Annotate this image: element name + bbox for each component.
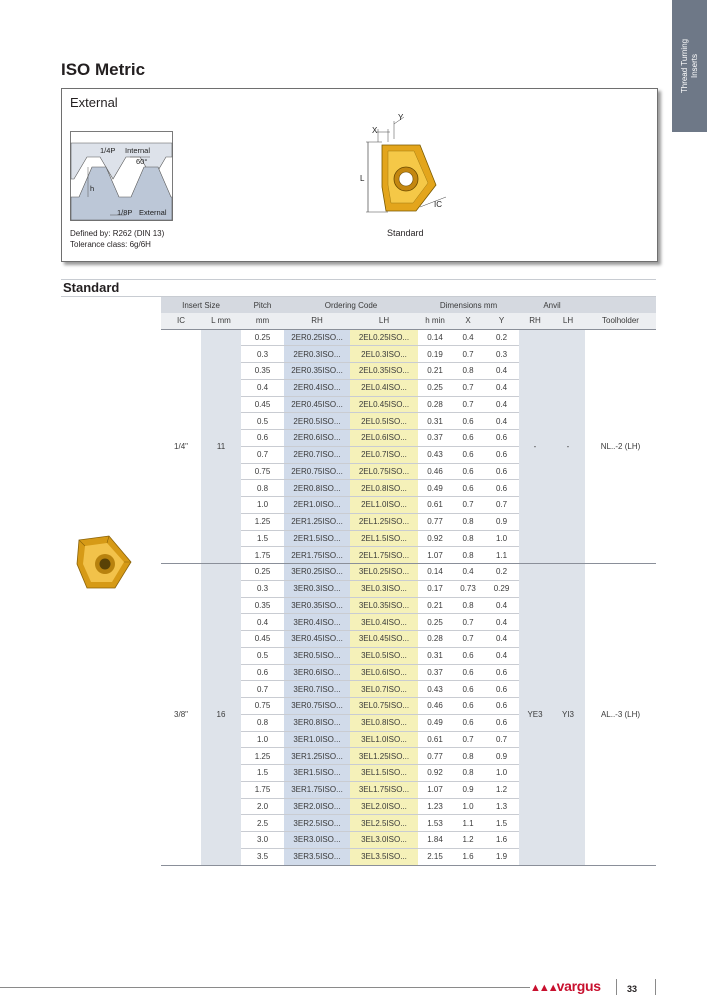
x-cell: 0.8 — [452, 530, 484, 547]
lh-code-cell: 3EL1.0ISO... — [350, 731, 418, 748]
y-cell: 0.6 — [484, 681, 519, 698]
y-cell: 1.0 — [484, 530, 519, 547]
h-cell: 0.31 — [418, 413, 452, 430]
rh-code-cell: 2ER0.75ISO... — [284, 463, 350, 480]
pitch-cell: 2.5 — [241, 815, 284, 832]
x-cell: 0.7 — [452, 631, 484, 648]
pitch-cell: 0.75 — [241, 463, 284, 480]
pitch-cell: 1.5 — [241, 765, 284, 782]
h-cell: 2.15 — [418, 848, 452, 865]
col-y: Y — [484, 313, 519, 329]
lh-code-cell: 2EL0.5ISO... — [350, 413, 418, 430]
lh-code-cell: 3EL0.8ISO... — [350, 714, 418, 731]
pitch-cell: 0.25 — [241, 329, 284, 346]
lh-code-cell: 2EL0.35ISO... — [350, 363, 418, 380]
y-cell: 1.5 — [484, 815, 519, 832]
rh-code-cell: 2ER0.3ISO... — [284, 346, 350, 363]
group-header-row — [161, 297, 656, 313]
y-cell: 0.6 — [484, 714, 519, 731]
lh-code-cell: 3EL2.0ISO... — [350, 798, 418, 815]
pitch-cell: 0.7 — [241, 681, 284, 698]
footer-separator-right — [655, 979, 656, 995]
y-cell: 0.29 — [484, 580, 519, 597]
h-cell: 0.28 — [418, 396, 452, 413]
pitch-cell: 3.5 — [241, 848, 284, 865]
lh-code-cell: 3EL0.5ISO... — [350, 647, 418, 664]
pitch-cell: 0.5 — [241, 413, 284, 430]
rh-code-cell: 2ER0.35ISO... — [284, 363, 350, 380]
h-cell: 1.23 — [418, 798, 452, 815]
insert-dimension-diagram — [358, 107, 478, 222]
x-cell: 0.6 — [452, 681, 484, 698]
rh-code-cell: 2ER0.7ISO... — [284, 446, 350, 463]
rh-code-cell: 2ER1.25ISO... — [284, 513, 350, 530]
rh-code-cell: 2ER1.5ISO... — [284, 530, 350, 547]
h-cell: 0.28 — [418, 631, 452, 648]
rh-code-cell: 3ER0.8ISO... — [284, 714, 350, 731]
x-cell: 0.7 — [452, 497, 484, 514]
y-cell: 0.4 — [484, 396, 519, 413]
x-cell: 0.7 — [452, 731, 484, 748]
thread-profile-diagram — [70, 131, 173, 221]
h-cell: 0.43 — [418, 446, 452, 463]
y-cell: 1.6 — [484, 832, 519, 849]
lh-code-cell: 3EL0.35ISO... — [350, 597, 418, 614]
lh-code-cell: 3EL0.45ISO... — [350, 631, 418, 648]
anvil-rh-cell: - — [519, 329, 551, 564]
x-cell: 0.6 — [452, 664, 484, 681]
pitch-cell: 1.25 — [241, 513, 284, 530]
lh-code-cell: 2EL1.0ISO... — [350, 497, 418, 514]
x-cell: 0.73 — [452, 580, 484, 597]
pitch-cell: 0.4 — [241, 379, 284, 396]
l-dim-label: L — [360, 174, 365, 183]
lh-code-cell: 2EL0.8ISO... — [350, 480, 418, 497]
y-cell: 0.9 — [484, 513, 519, 530]
l-cell: 11 — [201, 329, 241, 564]
x-cell: 0.8 — [452, 748, 484, 765]
y-dim-label: Y — [398, 113, 404, 122]
h-cell: 1.07 — [418, 781, 452, 798]
y-cell: 1.9 — [484, 848, 519, 865]
h-cell: 0.14 — [418, 329, 452, 346]
rh-code-cell: 3ER1.0ISO... — [284, 731, 350, 748]
col-h-prefix: h — [425, 316, 430, 326]
y-cell: 0.9 — [484, 748, 519, 765]
lh-code-cell: 2EL0.75ISO... — [350, 463, 418, 480]
col-x: X — [452, 313, 484, 329]
toolholder-group-header — [585, 297, 656, 313]
toolholder-cell: NL..-2 (LH) — [585, 329, 656, 564]
rh-code-cell: 2ER0.8ISO... — [284, 480, 350, 497]
x-cell: 0.6 — [452, 430, 484, 447]
x-cell: 0.4 — [452, 564, 484, 581]
x-cell: 0.8 — [452, 765, 484, 782]
pitch-cell: 0.75 — [241, 698, 284, 715]
pitch-header: Pitch — [241, 297, 284, 313]
section-title: Standard — [63, 280, 120, 295]
x-cell: 1.2 — [452, 832, 484, 849]
defined-by: Defined by: R262 (DIN 13) — [70, 229, 165, 238]
lh-code-cell: 3EL2.5ISO... — [350, 815, 418, 832]
x-cell: 0.6 — [452, 463, 484, 480]
y-cell: 0.4 — [484, 413, 519, 430]
lh-code-cell: 2EL0.6ISO... — [350, 430, 418, 447]
angle-label: 60° — [136, 157, 148, 166]
x-cell: 0.4 — [452, 329, 484, 346]
lh-code-cell: 2EL0.3ISO... — [350, 346, 418, 363]
footer-separator — [616, 979, 617, 995]
pitch-cell: 0.6 — [241, 430, 284, 447]
rh-code-cell: 3ER1.75ISO... — [284, 781, 350, 798]
external-title: External — [70, 95, 118, 110]
x-cell: 0.6 — [452, 413, 484, 430]
h-cell: 0.17 — [418, 580, 452, 597]
dimensions-header: Dimensions mm — [418, 297, 519, 313]
ic-dim-label: IC — [434, 200, 442, 209]
page-number: 33 — [627, 984, 638, 994]
col-l: L mm — [201, 313, 241, 329]
column-header-row — [161, 313, 656, 329]
y-cell: 0.6 — [484, 480, 519, 497]
tolerance-class: Tolerance class: 6g/6H — [70, 240, 151, 249]
h-cell: 1.53 — [418, 815, 452, 832]
x-cell: 1.0 — [452, 798, 484, 815]
rh-code-cell: 2ER1.0ISO... — [284, 497, 350, 514]
x-cell: 1.6 — [452, 848, 484, 865]
col-anvil-lh: LH — [551, 313, 585, 329]
table-row — [161, 564, 656, 581]
y-cell: 0.4 — [484, 363, 519, 380]
x-cell: 0.8 — [452, 513, 484, 530]
definition-text — [70, 228, 164, 250]
rh-code-cell: 3ER0.6ISO... — [284, 664, 350, 681]
insert-photo — [75, 532, 133, 592]
y-cell: 0.4 — [484, 614, 519, 631]
y-cell: 0.4 — [484, 647, 519, 664]
h-label: h — [90, 184, 95, 193]
y-cell: 1.2 — [484, 781, 519, 798]
x-cell: 0.6 — [452, 446, 484, 463]
lh-code-cell: 2EL0.7ISO... — [350, 446, 418, 463]
side-tab — [672, 0, 707, 132]
y-cell: 0.7 — [484, 497, 519, 514]
h-cell: 0.46 — [418, 698, 452, 715]
table-row — [161, 329, 656, 346]
rh-code-cell: 3ER0.45ISO... — [284, 631, 350, 648]
col-lh: LH — [350, 313, 418, 329]
y-cell: 1.0 — [484, 765, 519, 782]
pitch-cell: 0.8 — [241, 714, 284, 731]
h-cell: 0.61 — [418, 731, 452, 748]
quarter-p-label: 1/4P — [100, 146, 116, 155]
y-cell: 0.2 — [484, 329, 519, 346]
pitch-cell: 0.35 — [241, 597, 284, 614]
rh-code-cell: 3ER3.5ISO... — [284, 848, 350, 865]
pitch-cell: 1.25 — [241, 748, 284, 765]
h-cell: 0.49 — [418, 714, 452, 731]
lh-code-cell: 3EL3.5ISO... — [350, 848, 418, 865]
lh-code-cell: 3EL0.25ISO... — [350, 564, 418, 581]
x-cell: 0.8 — [452, 547, 484, 564]
table-body — [161, 329, 656, 865]
pitch-cell: 1.0 — [241, 731, 284, 748]
pitch-cell: 1.0 — [241, 497, 284, 514]
h-cell: 0.25 — [418, 379, 452, 396]
pitch-cell: 0.35 — [241, 363, 284, 380]
pitch-cell: 0.25 — [241, 564, 284, 581]
y-cell: 0.2 — [484, 564, 519, 581]
rh-code-cell: 3ER1.25ISO... — [284, 748, 350, 765]
rh-code-cell: 3ER2.5ISO... — [284, 815, 350, 832]
h-cell: 0.61 — [418, 497, 452, 514]
h-cell: 0.77 — [418, 513, 452, 530]
lh-code-cell: 2EL1.75ISO... — [350, 547, 418, 564]
rh-code-cell: 3ER0.7ISO... — [284, 681, 350, 698]
lh-code-cell: 2EL0.25ISO... — [350, 329, 418, 346]
lh-code-cell: 3EL1.25ISO... — [350, 748, 418, 765]
h-cell: 0.43 — [418, 681, 452, 698]
rh-code-cell: 3ER0.3ISO... — [284, 580, 350, 597]
h-cell: 0.19 — [418, 346, 452, 363]
lh-code-cell: 2EL1.5ISO... — [350, 530, 418, 547]
h-cell: 0.31 — [418, 647, 452, 664]
pitch-cell: 0.6 — [241, 664, 284, 681]
y-cell: 0.6 — [484, 463, 519, 480]
insert-caption: Standard — [387, 228, 424, 238]
x-cell: 0.6 — [452, 480, 484, 497]
anvil-rh-cell: YE3 — [519, 564, 551, 866]
h-cell: 0.49 — [418, 480, 452, 497]
y-cell: 0.7 — [484, 731, 519, 748]
footer-line — [0, 987, 530, 988]
y-cell: 0.3 — [484, 346, 519, 363]
rh-code-cell: 2ER0.45ISO... — [284, 396, 350, 413]
h-cell: 1.84 — [418, 832, 452, 849]
rh-code-cell: 3ER3.0ISO... — [284, 832, 350, 849]
logo-mark-icon: ▲▲▲ — [530, 982, 557, 994]
ic-cell: 1/4" — [161, 329, 201, 564]
h-cell: 0.14 — [418, 564, 452, 581]
pitch-cell: 0.5 — [241, 647, 284, 664]
h-cell: 0.77 — [418, 748, 452, 765]
rh-code-cell: 3ER1.5ISO... — [284, 765, 350, 782]
x-cell: 0.9 — [452, 781, 484, 798]
rh-code-cell: 3ER0.5ISO... — [284, 647, 350, 664]
lh-code-cell: 2EL0.4ISO... — [350, 379, 418, 396]
rh-code-cell: 2ER1.75ISO... — [284, 547, 350, 564]
section-header — [61, 279, 656, 297]
col-toolholder: Toolholder — [585, 313, 656, 329]
x-cell: 0.7 — [452, 614, 484, 631]
pitch-cell: 0.8 — [241, 480, 284, 497]
lh-code-cell: 3EL3.0ISO... — [350, 832, 418, 849]
rh-code-cell: 2ER0.25ISO... — [284, 329, 350, 346]
x-dim-label: X — [372, 126, 378, 135]
rh-code-cell: 3ER0.25ISO... — [284, 564, 350, 581]
toolholder-cell: AL..-3 (LH) — [585, 564, 656, 866]
rh-code-cell: 3ER0.4ISO... — [284, 614, 350, 631]
rh-code-cell: 3ER0.35ISO... — [284, 597, 350, 614]
pitch-cell: 0.3 — [241, 346, 284, 363]
x-cell: 0.6 — [452, 714, 484, 731]
lh-code-cell: 3EL0.75ISO... — [350, 698, 418, 715]
pitch-cell: 2.0 — [241, 798, 284, 815]
vargus-logo: ▲▲▲vargus — [530, 978, 601, 994]
page-title: ISO Metric — [61, 60, 146, 79]
pitch-cell: 1.5 — [241, 530, 284, 547]
lh-code-cell: 3EL0.4ISO... — [350, 614, 418, 631]
col-pitch: mm — [241, 313, 284, 329]
pitch-cell: 0.45 — [241, 396, 284, 413]
lh-code-cell: 2EL1.25ISO... — [350, 513, 418, 530]
h-cell: 1.07 — [418, 547, 452, 564]
col-rh: RH — [284, 313, 350, 329]
pitch-cell: 3.0 — [241, 832, 284, 849]
insert-size-header: Insert Size — [161, 297, 241, 313]
y-cell: 0.4 — [484, 379, 519, 396]
side-tab-label: Thread Turning Inserts — [679, 38, 699, 94]
y-cell: 0.4 — [484, 631, 519, 648]
pitch-cell: 1.75 — [241, 781, 284, 798]
h-cell: 0.37 — [418, 664, 452, 681]
internal-label: Internal — [125, 146, 151, 155]
pitch-cell: 0.7 — [241, 446, 284, 463]
x-cell: 0.6 — [452, 647, 484, 664]
h-cell: 0.92 — [418, 765, 452, 782]
rh-code-cell: 2ER0.4ISO... — [284, 379, 350, 396]
lh-code-cell: 3EL0.6ISO... — [350, 664, 418, 681]
lh-code-cell: 2EL0.45ISO... — [350, 396, 418, 413]
l-cell: 16 — [201, 564, 241, 866]
y-cell: 0.6 — [484, 446, 519, 463]
rh-code-cell: 3ER2.0ISO... — [284, 798, 350, 815]
external-label: External — [139, 208, 167, 217]
col-ic: IC — [161, 313, 201, 329]
anvil-header: Anvil — [519, 297, 585, 313]
x-cell: 0.6 — [452, 698, 484, 715]
x-cell: 0.8 — [452, 597, 484, 614]
lh-code-cell: 3EL1.75ISO... — [350, 781, 418, 798]
anvil-lh-cell: - — [551, 329, 585, 564]
rh-code-cell: 2ER0.6ISO... — [284, 430, 350, 447]
anvil-lh-cell: YI3 — [551, 564, 585, 866]
y-cell: 0.6 — [484, 698, 519, 715]
x-cell: 0.7 — [452, 346, 484, 363]
y-cell: 0.6 — [484, 664, 519, 681]
h-cell: 0.46 — [418, 463, 452, 480]
lh-code-cell: 3EL0.3ISO... — [350, 580, 418, 597]
rh-code-cell: 2ER0.5ISO... — [284, 413, 350, 430]
y-cell: 0.6 — [484, 430, 519, 447]
y-cell: 1.3 — [484, 798, 519, 815]
h-cell: 0.92 — [418, 530, 452, 547]
h-cell: 0.21 — [418, 363, 452, 380]
y-cell: 0.4 — [484, 597, 519, 614]
h-cell: 0.25 — [418, 614, 452, 631]
h-cell: 0.37 — [418, 430, 452, 447]
eighth-p-label: 1/8P — [117, 208, 133, 217]
col-anvil-rh: RH — [519, 313, 551, 329]
y-cell: 1.1 — [484, 547, 519, 564]
pitch-cell: 1.75 — [241, 547, 284, 564]
inserts-table — [161, 297, 656, 866]
lh-code-cell: 3EL1.5ISO... — [350, 765, 418, 782]
pitch-cell: 0.4 — [241, 614, 284, 631]
x-cell: 0.7 — [452, 379, 484, 396]
col-h-suffix: min — [429, 316, 445, 326]
rh-code-cell: 3ER0.75ISO... — [284, 698, 350, 715]
col-h — [418, 313, 452, 329]
x-cell: 1.1 — [452, 815, 484, 832]
external-panel — [61, 88, 658, 262]
h-cell: 0.21 — [418, 597, 452, 614]
x-cell: 0.8 — [452, 363, 484, 380]
pitch-cell: 0.45 — [241, 631, 284, 648]
lh-code-cell: 3EL0.7ISO... — [350, 681, 418, 698]
ic-cell: 3/8" — [161, 564, 201, 866]
x-cell: 0.7 — [452, 396, 484, 413]
pitch-cell: 0.3 — [241, 580, 284, 597]
ordering-code-header: Ordering Code — [284, 297, 418, 313]
